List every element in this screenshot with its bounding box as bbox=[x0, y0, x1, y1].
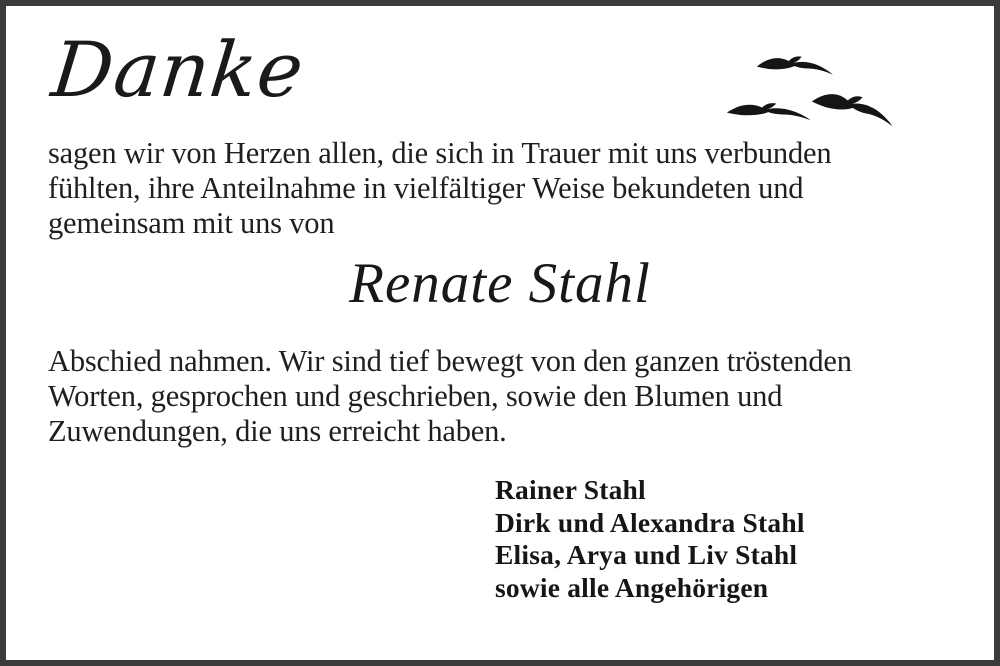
closing-line: Worten, gesprochen und geschrieben, sowie den Blumen und bbox=[48, 379, 783, 413]
bird-right-icon bbox=[810, 88, 896, 126]
closing-paragraph bbox=[48, 344, 852, 449]
headline-danke: Danke bbox=[47, 25, 309, 114]
mourner-line: Elisa, Arya und Liv Stahl bbox=[495, 539, 798, 570]
mourner-line: Rainer Stahl bbox=[495, 474, 646, 505]
deceased-name: Renate Stahl bbox=[349, 252, 651, 315]
bird-top-icon bbox=[757, 56, 833, 74]
intro-line: fühlten, ihre Anteilnahme in vielfältiger Weise bekundeten und bbox=[48, 171, 804, 205]
intro-line: gemeinsam mit uns von bbox=[48, 206, 335, 240]
bird-bottom-left-icon bbox=[727, 103, 811, 120]
closing-line: Abschied nahmen. Wir sind tief bewegt von den ganzen tröstenden bbox=[48, 344, 852, 378]
mourners-list bbox=[495, 474, 805, 604]
mourner-line: sowie alle Angehörigen bbox=[495, 571, 769, 603]
intro-paragraph bbox=[48, 136, 831, 241]
mourner-line: Dirk und Alexandra Stahl bbox=[495, 506, 805, 538]
flying-birds-icon bbox=[718, 48, 913, 132]
closing-line: Zuwendungen, die uns erreicht haben. bbox=[48, 414, 507, 448]
intro-line: sagen wir von Herzen allen, die sich in Trauer mit uns verbunden bbox=[48, 136, 832, 170]
